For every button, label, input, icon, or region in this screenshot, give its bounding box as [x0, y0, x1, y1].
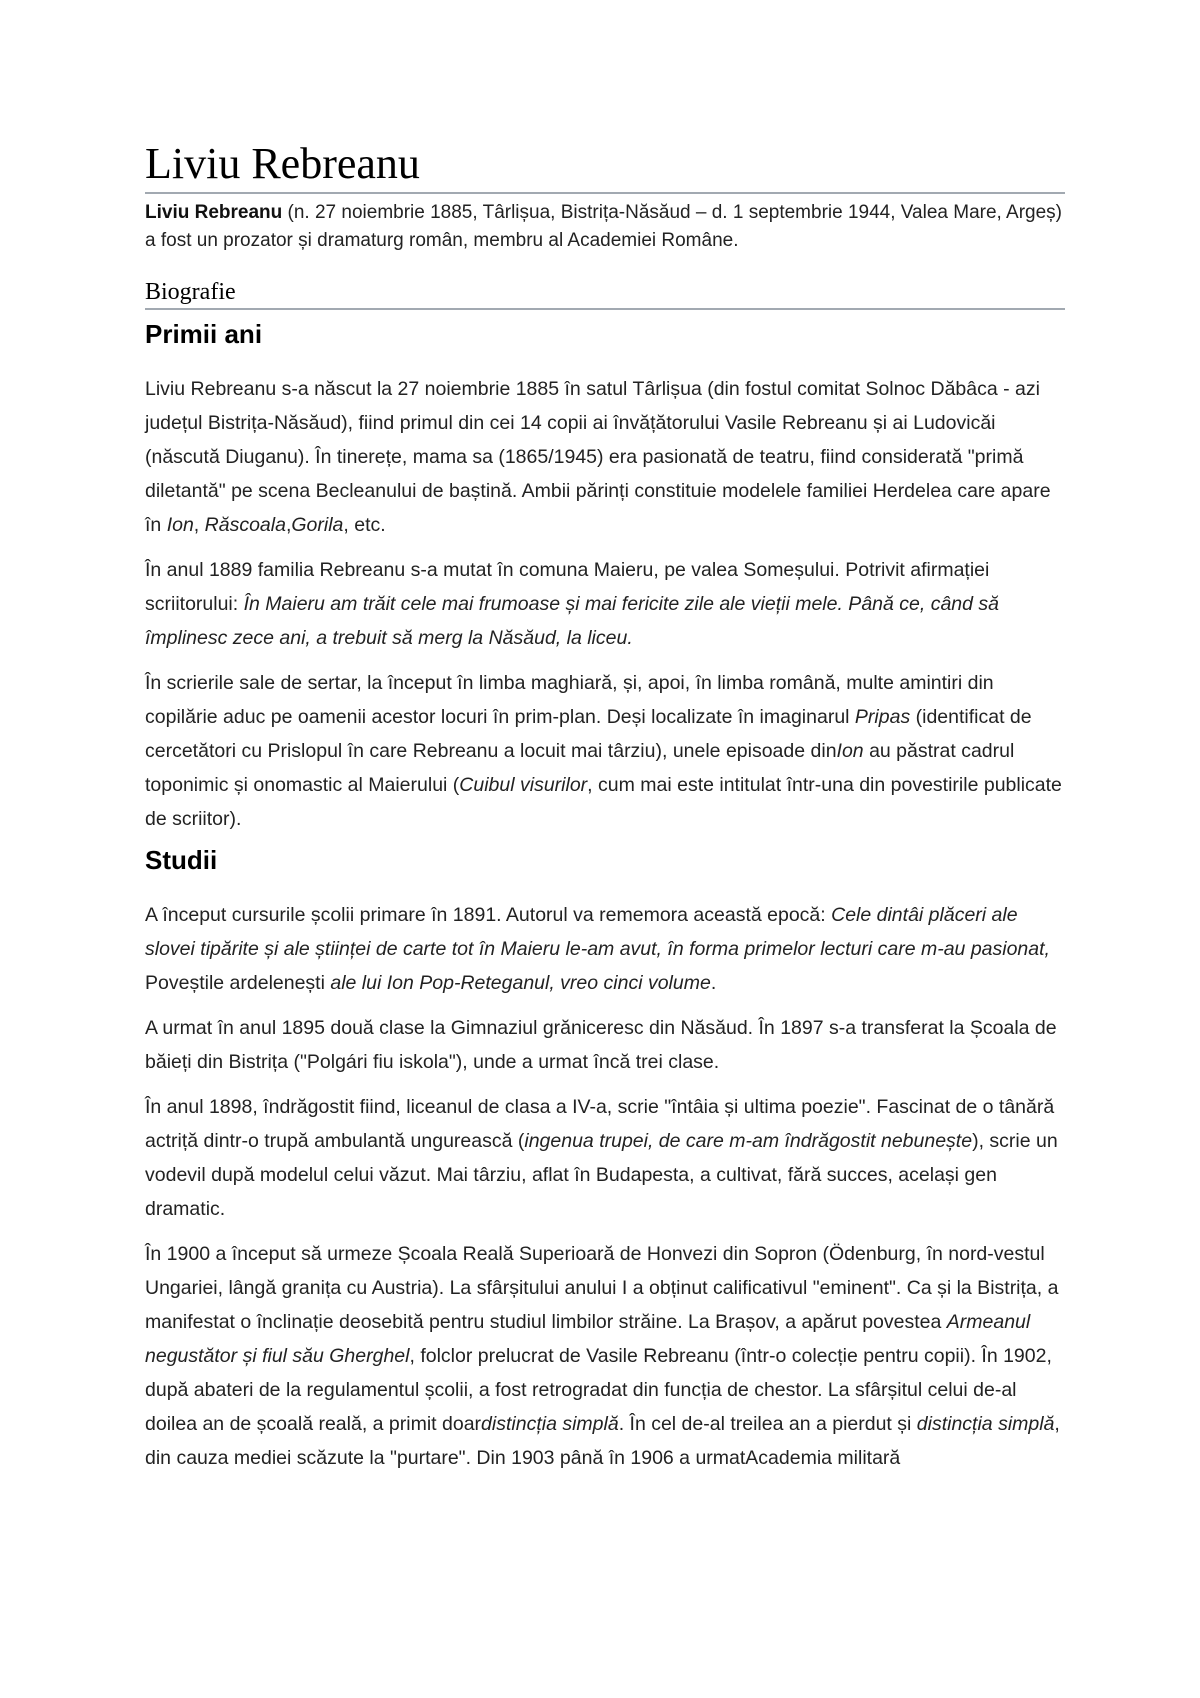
italic-text: Cele dintâi plăceri ale slovei tipărite și ale științei de carte tot în Maieru le-am avut, în forma primelor lecturi care m-au pasionat,	[145, 904, 1050, 960]
italic-text: Pripas	[854, 706, 911, 728]
text-run: . În cel de-al treilea an a pierdut și	[618, 1413, 917, 1435]
paragraph	[145, 898, 1065, 1000]
lead-paragraph	[145, 199, 1065, 255]
section-body-studii	[145, 898, 1065, 1475]
text-run: ,	[285, 514, 292, 536]
text-run: , etc.	[343, 514, 386, 536]
paragraph	[145, 666, 1065, 836]
text-run: (identificat de cercetători cu Prislopul în care Rebreanu a locuit mai târziu), unele episoade din	[145, 706, 1032, 762]
text-run: În anul 1898, îndrăgostit fiind, liceanul de clasa a IV-a, scrie "întâia și ultima poezie". Fascinat de o tânără actriță dintr-o trupă ambulantă ungurească (	[145, 1096, 1055, 1152]
text-run: .	[710, 972, 717, 994]
italic-text: Ion	[166, 514, 194, 536]
italic-text: ingenua trupei, de care m-am îndrăgostit nebunește	[524, 1130, 973, 1152]
italic-text: distincția simplă	[481, 1413, 619, 1435]
text-run: ), scrie un vodevil după modelul celui văzut. Mai târziu, aflat în Budapesta, a cultivat, fără succes, același gen dramatic.	[145, 1130, 1058, 1220]
text-run: Poveștile ardelenești	[145, 972, 325, 994]
text-run: În anul 1889 familia Rebreanu s-a mutat în comuna Maieru, pe valea Someșului. Potrivit afirmației scriitorului:	[145, 559, 990, 615]
italic-text: Răscoala	[204, 514, 286, 536]
paragraph	[145, 1090, 1065, 1226]
paragraph	[145, 1237, 1065, 1475]
subsection-heading-primii-ani: Primii ani	[145, 319, 263, 349]
text-run: ,	[193, 514, 205, 536]
page-title: Liviu Rebreanu	[145, 138, 1065, 194]
italic-text: Ion	[836, 740, 864, 762]
text-run: În scrierile sale de sertar, la început în limba maghiară, și, apoi, în limba română, multe amintiri din copilărie aduc pe oamenii acestor locuri în prim-plan. Deși localizate în imaginarul	[145, 672, 994, 728]
italic-text: Cuibul visurilor	[459, 774, 588, 796]
paragraph	[145, 1011, 1065, 1079]
text-run: au păstrat cadrul toponimic și onomastic al Maierului (	[145, 740, 1015, 796]
section-heading-biografie: Biografie	[145, 277, 1065, 310]
section-body-primii-ani	[145, 372, 1065, 836]
text-run: A început cursurile școlii primare în 1891. Autorul va rememora această epocă:	[145, 904, 832, 926]
bold-text: Liviu Rebreanu	[145, 202, 283, 223]
text-run: (n. 27 noiembrie 1885, Târlișua, Bistrița-Năsăud – d. 1 septembrie 1944, Valea Mare, Argeș) a fost un prozator și dramaturg român, membru al Academiei Române.	[145, 202, 1063, 251]
italic-text: distincția simplă	[916, 1413, 1055, 1435]
text-run: În 1900 a început să urmeze Școala Reală Superioară de Honvezi din Sopron (Ödenburg, în nord-vestul Ungariei, lângă granița cu Austria). La sfârșitului anului I a obținut calificativul "eminent". Ca și la Bistrița, a manifestat o înclinație deosebită pentru studiul limbilor străine. La Brașov, a apărut povestea	[145, 1243, 1059, 1333]
text-run: Liviu Rebreanu s-a născut la 27 noiembrie 1885 în satul Târlișua (din fostul comitat Solnoc Dăbâca - azi județul Bistrița-Năsăud), fiind primul din cei 14 copii ai învățătorului Vasile Rebreanu și ai Ludovicăi (născută Diuganu). În tinerețe, mama sa (1865/1945) era pasionată de teatru, fiind considerată "primă diletantă" pe scena Becleanului de baștină. Ambii părinți constituie modelele familiei Herdelea care apare în	[145, 378, 1051, 536]
text-run: Academia militară	[745, 1447, 901, 1469]
article	[145, 138, 1065, 1475]
italic-text: Armeanul negustător și fiul său Gherghel	[145, 1311, 1031, 1367]
italic-text: Gorila	[291, 514, 344, 536]
text-run: , cum mai este intitulat într-una din povestirile publicate de scriitor).	[145, 774, 1062, 830]
italic-text: ale lui Ion Pop-Reteganul, vreo cinci volume	[324, 972, 711, 994]
paragraph	[145, 372, 1065, 542]
text-run: , din cauza mediei scăzute la "purtare". Din 1903 până în 1906 a urmat	[145, 1413, 1060, 1469]
italic-text: În Maieru am trăit cele mai frumoase și mai fericite zile ale vieții mele. Până ce, când să împlinesc zece ani, a trebuit să merg la Năsăud, la liceu.	[145, 593, 999, 649]
paragraph	[145, 553, 1065, 655]
subsection-heading-studii: Studii	[145, 845, 218, 875]
text-run: A urmat în anul 1895 două clase la Gimnaziul grăniceresc din Năsăud. În 1897 s-a transferat la Școala de băieți din Bistrița ("Polgári fiu iskola"), unde a urmat încă trei clase.	[145, 1017, 1057, 1073]
text-run: , folclor prelucrat de Vasile Rebreanu (într-o colecție pentru copii). În 1902, după abateri de la regulamentul școlii, a fost retrogradat din funcția de chestor. La sfârșitul celui de-al doilea an de școală reală, a primit doar	[145, 1345, 1052, 1435]
